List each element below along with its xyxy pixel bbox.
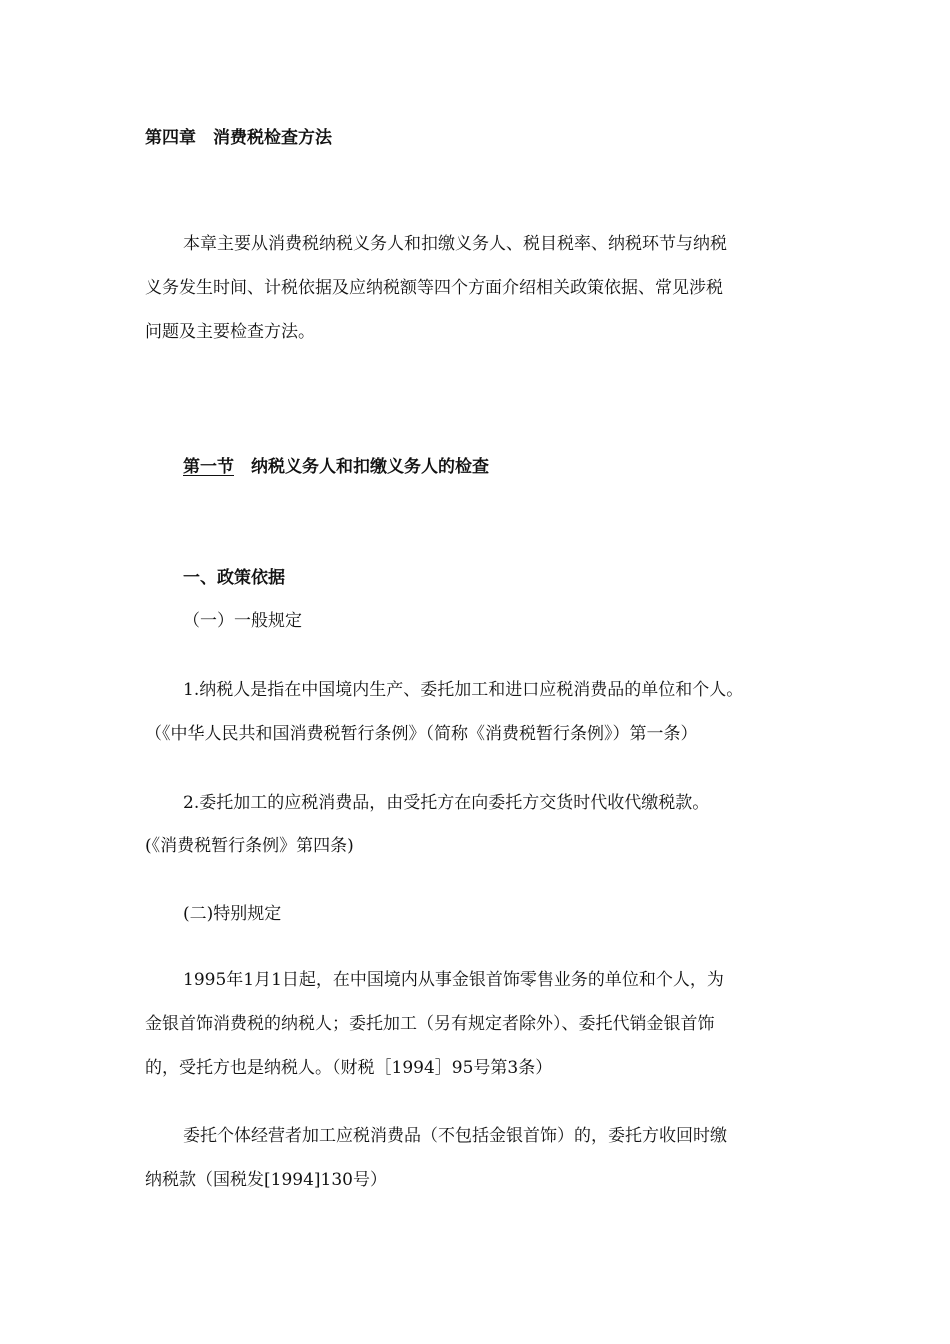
section-heading xyxy=(183,457,489,477)
special-para-1-line-1: 1995年1月1日起，在中国境内从事金银首饰零售业务的单位和个人，为 xyxy=(183,970,724,990)
item-1-line-1: 1.纳税人是指在中国境内生产、委托加工和进口应税消费品的单位和个人。 xyxy=(183,680,744,700)
special-para-1-line-2: 金银首饰消费税的纳税人；委托加工（另有规定者除外）、委托代销金银首饰 xyxy=(145,1014,715,1034)
item-2-line-2: (《消费税暂行条例》第四条) xyxy=(145,836,354,856)
general-rules-heading: （一）一般规定 xyxy=(183,611,302,631)
intro-line-3: 问题及主要检查方法。 xyxy=(145,322,315,342)
special-rules-heading: (二)特别规定 xyxy=(183,904,282,924)
chapter-title: 第四章 消费税检查方法 xyxy=(145,128,332,148)
item-1-line-2: （《中华人民共和国消费税暂行条例》（简称《消费税暂行条例》）第一条） xyxy=(145,724,698,744)
special-para-2-line-2: 纳税款（国税发[1994]130号） xyxy=(145,1170,387,1190)
section-gap xyxy=(234,457,251,477)
policy-basis-heading: 一、政策依据 xyxy=(183,568,285,588)
intro-line-2: 义务发生时间、计税依据及应纳税额等四个方面介绍相关政策依据、常见涉税 xyxy=(145,278,723,298)
special-para-1-line-3: 的，受托方也是纳税人。（财税［1994］95号第3条） xyxy=(145,1058,553,1078)
section-number: 第一节 xyxy=(183,457,234,477)
intro-line-1: 本章主要从消费税纳税义务人和扣缴义务人、税目税率、纳税环节与纳税 xyxy=(183,234,727,254)
item-2-line-1: 2.委托加工的应税消费品，由受托方在向委托方交货时代收代缴税款。 xyxy=(183,793,710,813)
section-title: 纳税义务人和扣缴义务人的检查 xyxy=(251,457,489,477)
special-para-2-line-1: 委托个体经营者加工应税消费品（不包括金银首饰）的，委托方收回时缴 xyxy=(183,1126,727,1146)
